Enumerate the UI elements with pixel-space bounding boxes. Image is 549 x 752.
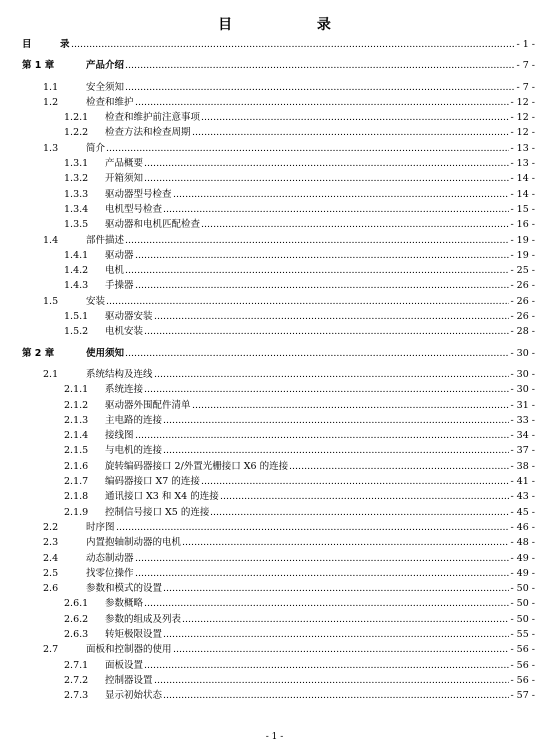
toc-entry-number: 第 2 章 xyxy=(22,347,55,359)
dot-leader xyxy=(116,520,535,535)
toc-entry[interactable] xyxy=(0,278,549,293)
toc-entry-page: - 56 - xyxy=(509,673,535,688)
toc-entry-title: 转矩极限设置 xyxy=(105,627,163,642)
toc-entry-number: 1.3.5 xyxy=(64,219,89,231)
toc-entry-page: - 30 - xyxy=(509,346,535,361)
toc-entry-number: 2.1.2 xyxy=(64,399,89,411)
toc-entry-title: 驱动器外围配件清单 xyxy=(105,398,192,413)
page-number-footer: - 1 - xyxy=(265,732,284,742)
dot-leader xyxy=(163,581,535,596)
toc-entry-title: 旋转编码器接口 2/外置光栅接口 X6 的连接 xyxy=(105,459,289,474)
toc-entry[interactable] xyxy=(0,80,549,95)
toc-entry-page: - 31 - xyxy=(509,398,535,413)
toc-entry-title: 面板和控制器的使用 xyxy=(86,642,173,657)
toc-entry-title: 动态制动器 xyxy=(86,551,135,566)
toc-entry-title: 参数和模式的设置 xyxy=(86,581,163,596)
toc-entry-page: - 14 - xyxy=(509,187,535,202)
toc-entry-title: 安全须知 xyxy=(86,80,125,95)
toc-entry-page: - 48 - xyxy=(509,535,535,550)
toc-entry[interactable] xyxy=(0,346,549,361)
toc-entry[interactable] xyxy=(0,309,549,324)
toc-entry-number: 2.7 xyxy=(43,644,59,656)
toc-entry[interactable] xyxy=(0,443,549,458)
toc-entry-page: - 33 - xyxy=(509,413,535,428)
toc-entry-page: - 57 - xyxy=(509,688,535,703)
toc-entry-title: 与电机的连接 xyxy=(105,443,163,458)
toc-entry[interactable] xyxy=(0,658,549,673)
toc-entry-page: - 49 - xyxy=(509,551,535,566)
toc-entry-title: 参数概略 xyxy=(105,596,144,611)
toc-entry[interactable] xyxy=(0,367,549,382)
toc-entry[interactable] xyxy=(0,156,549,171)
toc-entry-page: - 45 - xyxy=(509,505,535,520)
toc-entry-title: 接线图 xyxy=(105,428,135,443)
dot-leader xyxy=(192,125,535,140)
toc-entry[interactable] xyxy=(0,233,549,248)
toc-entry[interactable] xyxy=(0,489,549,504)
toc-entry-page: - 16 - xyxy=(509,217,535,232)
toc-entry-title: 驱动器安装 xyxy=(105,309,154,324)
dot-leader xyxy=(192,398,535,413)
dot-leader xyxy=(163,688,535,703)
dot-leader xyxy=(201,217,535,232)
toc-entry-number: 2.1.7 xyxy=(64,476,89,488)
page-title: 目 录 xyxy=(218,17,371,33)
dot-leader xyxy=(182,612,535,627)
toc-entry-number: 2.1.8 xyxy=(64,491,89,503)
toc-entry-number: 2.7.3 xyxy=(64,690,89,702)
dot-leader xyxy=(173,642,535,657)
toc-entry-number: 2.1.1 xyxy=(64,384,89,396)
toc-entry-title: 参数的组成及列表 xyxy=(105,612,182,627)
toc-entry[interactable] xyxy=(0,187,549,202)
dot-leader xyxy=(163,413,535,428)
toc-entry[interactable] xyxy=(0,37,549,52)
toc-entry-title: 检查和维护前注意事项 xyxy=(105,110,201,125)
dot-leader xyxy=(71,37,535,52)
toc-entry-number: 目 xyxy=(22,39,32,50)
toc-entry[interactable] xyxy=(0,505,549,520)
toc-entry-page: - 37 - xyxy=(509,443,535,458)
toc-entry-page: - 55 - xyxy=(509,627,535,642)
toc-entry[interactable] xyxy=(0,642,549,657)
toc-entry-page: - 12 - xyxy=(509,95,535,110)
dot-leader xyxy=(125,58,535,73)
dot-leader xyxy=(201,474,535,489)
toc-entry-title: 主电路的连接 xyxy=(105,413,163,428)
toc-entry-page: - 46 - xyxy=(509,520,535,535)
dot-leader xyxy=(144,171,535,186)
dot-leader xyxy=(210,505,535,520)
toc-entry-page: - 26 - xyxy=(509,294,535,309)
toc-entry[interactable] xyxy=(0,535,549,550)
toc-entry-page: - 50 - xyxy=(509,612,535,627)
toc-entry[interactable] xyxy=(0,428,549,443)
toc-entry-page: - 25 - xyxy=(509,263,535,278)
toc-entry-title: 面板设置 xyxy=(105,658,144,673)
toc-entry-title: 简介 xyxy=(86,141,106,156)
toc-entry-page: - 41 - xyxy=(509,474,535,489)
toc-entry-title: 内置抱轴制动器的电机 xyxy=(86,535,182,550)
toc-entry-page: - 26 - xyxy=(509,309,535,324)
toc-entry-title: 手操器 xyxy=(105,278,135,293)
dot-leader xyxy=(135,566,535,581)
toc-entry-title: 录 xyxy=(60,37,71,52)
toc-entry-title: 开箱须知 xyxy=(105,171,144,186)
toc-entry-page: - 34 - xyxy=(509,428,535,443)
toc-entry-number: 2.6.2 xyxy=(64,613,89,625)
dot-leader xyxy=(106,294,535,309)
toc-entry[interactable] xyxy=(0,398,549,413)
toc-entry[interactable] xyxy=(0,581,549,596)
toc-entry-number: 1.3.4 xyxy=(64,203,89,215)
toc-entry-number: 1.4 xyxy=(43,234,59,246)
toc-entry[interactable] xyxy=(0,171,549,186)
toc-entry-number: 2.3 xyxy=(43,537,59,549)
toc-entry-title: 电机型号检查 xyxy=(105,202,163,217)
toc-entry[interactable] xyxy=(0,125,549,140)
toc-entry-title: 找零位操作 xyxy=(86,566,135,581)
toc-entry-title: 控制信号接口 X5 的连接 xyxy=(105,505,210,520)
toc-entry-page: - 15 - xyxy=(509,202,535,217)
toc-entry-page: - 19 - xyxy=(509,248,535,263)
toc-entry[interactable] xyxy=(0,520,549,535)
dot-leader xyxy=(163,627,535,642)
dot-leader xyxy=(135,551,535,566)
dot-leader xyxy=(135,278,535,293)
toc-entry[interactable] xyxy=(0,673,549,688)
dot-leader xyxy=(163,202,535,217)
toc-entry-number: 2.1.9 xyxy=(64,506,89,518)
toc-entry-number: 2.7.1 xyxy=(64,659,89,671)
toc-entry-page: - 26 - xyxy=(509,278,535,293)
toc-entry-title: 时序图 xyxy=(86,520,116,535)
dot-leader xyxy=(163,443,535,458)
toc-entry[interactable] xyxy=(0,58,549,73)
toc-entry-page: - 13 - xyxy=(509,156,535,171)
toc-entry-number: 2.1.3 xyxy=(64,414,89,426)
toc-entry-page: - 13 - xyxy=(509,141,535,156)
toc-entry[interactable] xyxy=(0,688,549,703)
dot-leader xyxy=(125,263,535,278)
toc-entry-number: 1.2.1 xyxy=(64,112,89,124)
toc-entry-title: 产品介绍 xyxy=(86,58,125,73)
toc-entry-title: 驱动器型号检查 xyxy=(105,187,173,202)
table-of-contents xyxy=(0,37,549,703)
toc-entry-title: 安装 xyxy=(86,294,106,309)
toc-entry-number: 2.1.4 xyxy=(64,430,89,442)
toc-entry[interactable] xyxy=(0,612,549,627)
toc-entry[interactable] xyxy=(0,217,549,232)
toc-entry-title: 驱动器 xyxy=(105,248,135,263)
dot-leader xyxy=(125,80,535,95)
dot-leader xyxy=(144,596,535,611)
toc-entry-number: 1.2.2 xyxy=(64,127,89,139)
toc-entry-title: 电机 xyxy=(105,263,125,278)
dot-leader xyxy=(154,309,535,324)
toc-entry[interactable] xyxy=(0,627,549,642)
toc-entry-page: - 14 - xyxy=(509,171,535,186)
toc-entry-title: 系统连接 xyxy=(105,382,144,397)
toc-entry-number: 2.1.6 xyxy=(64,460,89,472)
toc-entry-page: - 12 - xyxy=(509,125,535,140)
toc-entry[interactable] xyxy=(0,110,549,125)
toc-entry-number: 1.3.1 xyxy=(64,158,89,170)
toc-entry-number: 2.2 xyxy=(43,521,59,533)
toc-entry-title: 通讯接口 X3 和 X4 的连接 xyxy=(105,489,220,504)
toc-entry-page: - 7 - xyxy=(515,58,535,73)
toc-entry-title: 检查和维护 xyxy=(86,95,135,110)
toc-entry-number: 2.6.3 xyxy=(64,628,89,640)
toc-entry-title: 产品概要 xyxy=(105,156,144,171)
toc-entry-page: - 1 - xyxy=(515,37,535,52)
toc-entry-page: - 7 - xyxy=(515,80,535,95)
toc-entry-number: 2.5 xyxy=(43,567,59,579)
toc-entry-page: - 12 - xyxy=(509,110,535,125)
toc-entry-page: - 56 - xyxy=(509,642,535,657)
toc-entry-number: 1.4.3 xyxy=(64,280,89,292)
toc-entry[interactable] xyxy=(0,202,549,217)
toc-entry-title: 使用须知 xyxy=(86,346,125,361)
toc-entry-number: 1.4.1 xyxy=(64,249,89,261)
toc-entry[interactable] xyxy=(0,324,549,339)
dot-leader xyxy=(144,382,535,397)
dot-leader xyxy=(125,346,535,361)
toc-entry-title: 显示初始状态 xyxy=(105,688,163,703)
toc-entry-title: 控制器设置 xyxy=(105,673,154,688)
toc-entry-page: - 56 - xyxy=(509,658,535,673)
toc-entry-title: 检查方法和检查周期 xyxy=(105,125,192,140)
toc-entry-page: - 19 - xyxy=(509,233,535,248)
toc-entry-number: 1.5.1 xyxy=(64,311,89,323)
toc-entry-number: 第 1 章 xyxy=(22,60,55,72)
toc-entry[interactable] xyxy=(0,566,549,581)
toc-entry-page: - 30 - xyxy=(509,367,535,382)
dot-leader xyxy=(135,248,535,263)
toc-entry[interactable] xyxy=(0,141,549,156)
toc-entry-page: - 43 - xyxy=(509,489,535,504)
toc-entry-number: 2.6.1 xyxy=(64,598,89,610)
toc-entry-number: 1.4.2 xyxy=(64,265,89,277)
dot-leader xyxy=(154,673,535,688)
dot-leader xyxy=(182,535,535,550)
toc-entry[interactable] xyxy=(0,263,549,278)
dot-leader xyxy=(106,141,535,156)
dot-leader xyxy=(135,95,535,110)
dot-leader xyxy=(201,110,535,125)
toc-entry-title: 编码器接口 X7 的连接 xyxy=(105,474,201,489)
dot-leader xyxy=(135,428,535,443)
toc-entry-page: - 30 - xyxy=(509,382,535,397)
toc-entry-title: 电机安装 xyxy=(105,324,144,339)
toc-entry-page: - 28 - xyxy=(509,324,535,339)
toc-entry-number: 1.3.3 xyxy=(64,188,89,200)
dot-leader xyxy=(144,156,535,171)
toc-entry-number: 1.3 xyxy=(43,142,59,154)
toc-entry[interactable] xyxy=(0,382,549,397)
dot-leader xyxy=(220,489,535,504)
dot-leader xyxy=(154,367,535,382)
dot-leader xyxy=(125,233,535,248)
dot-leader xyxy=(173,187,535,202)
toc-entry[interactable] xyxy=(0,551,549,566)
toc-entry-number: 2.4 xyxy=(43,552,59,564)
toc-entry[interactable] xyxy=(0,294,549,309)
toc-entry-title: 驱动器和电机匹配检查 xyxy=(105,217,201,232)
toc-entry-number: 1.1 xyxy=(43,81,59,93)
toc-entry-number: 1.2 xyxy=(43,96,59,108)
toc-entry[interactable] xyxy=(0,459,549,474)
toc-entry[interactable] xyxy=(0,95,549,110)
toc-entry-page: - 49 - xyxy=(509,566,535,581)
dot-leader xyxy=(289,459,535,474)
toc-entry-number: 1.3.2 xyxy=(64,173,89,185)
toc-entry-number: 2.1.5 xyxy=(64,445,89,457)
toc-entry-number: 2.6 xyxy=(43,583,59,595)
toc-entry[interactable] xyxy=(0,413,549,428)
toc-entry-number: 2.1 xyxy=(43,368,59,380)
toc-entry-page: - 50 - xyxy=(509,581,535,596)
toc-entry-title: 部件描述 xyxy=(86,233,125,248)
toc-entry-page: - 50 - xyxy=(509,596,535,611)
toc-entry-page: - 38 - xyxy=(509,459,535,474)
dot-leader xyxy=(144,324,535,339)
toc-entry[interactable] xyxy=(0,596,549,611)
toc-entry[interactable] xyxy=(0,248,549,263)
toc-entry-title: 系统结构及连线 xyxy=(86,367,154,382)
toc-entry-number: 1.5 xyxy=(43,295,59,307)
toc-entry[interactable] xyxy=(0,474,549,489)
dot-leader xyxy=(144,658,535,673)
toc-entry-number: 1.5.2 xyxy=(64,326,89,338)
toc-entry-number: 2.7.2 xyxy=(64,674,89,686)
